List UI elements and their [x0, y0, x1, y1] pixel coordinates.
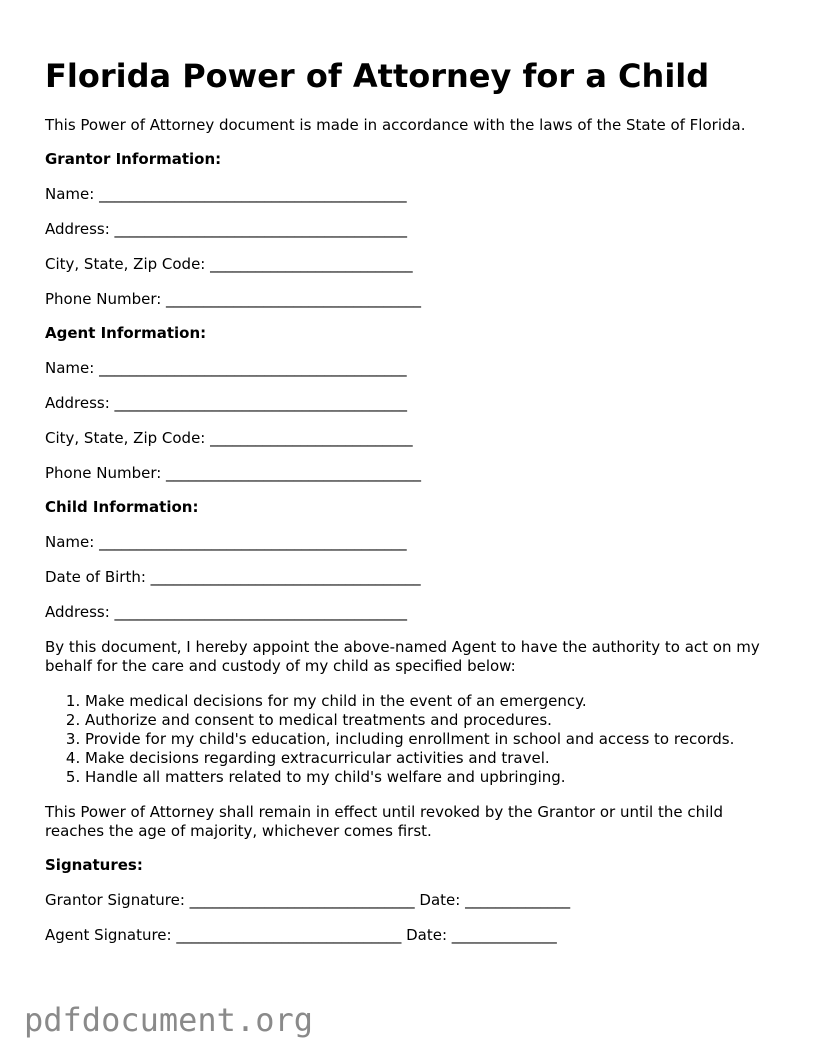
- child-dob-field: Date of Birth: ____________________________________: [45, 568, 421, 586]
- signatures-heading: Signatures:: [45, 856, 143, 874]
- child-name-field: Name: _________________________________________: [45, 533, 407, 551]
- agent-name-field: Name: _________________________________________: [45, 359, 407, 377]
- child-address-field: Address: _______________________________________: [45, 603, 408, 621]
- duration-paragraph: This Power of Attorney shall remain in effect until revoked by the Grantor or until the child reaches the age of majority, whichever comes first.: [45, 803, 723, 840]
- power-item: 1. Make medical decisions for my child in the event of an emergency.: [85, 692, 785, 711]
- agent-phone-field: Phone Number: __________________________________: [45, 464, 422, 482]
- intro-paragraph: This Power of Attorney document is made in accordance with the laws of the State of Florida.: [45, 116, 746, 134]
- grantor-address-field: Address: _______________________________________: [45, 220, 408, 238]
- grantor-signature-line: Grantor Signature: ______________________________ Date: ______________: [45, 891, 571, 909]
- appointment-paragraph: By this document, I hereby appoint the above-named Agent to have the authority to act on my behalf for the care and custody of my child as specified below:: [45, 638, 760, 675]
- agent-city-field: City, State, Zip Code: ___________________________: [45, 429, 413, 447]
- powers-list: [45, 692, 785, 787]
- agent-address-field: Address: _______________________________________: [45, 394, 408, 412]
- watermark-logo: pdfdocument.org: [24, 1001, 313, 1039]
- child-heading: Child Information:: [45, 498, 199, 516]
- agent-signature-line: Agent Signature: ______________________________ Date: ______________: [45, 926, 557, 944]
- document-page: [45, 56, 785, 945]
- grantor-phone-field: Phone Number: __________________________________: [45, 290, 422, 308]
- grantor-name-field: Name: _________________________________________: [45, 185, 407, 203]
- power-item: 4. Make decisions regarding extracurricular activities and travel.: [85, 749, 785, 768]
- agent-heading: Agent Information:: [45, 324, 207, 342]
- grantor-city-field: City, State, Zip Code: ___________________________: [45, 255, 413, 273]
- grantor-heading: Grantor Information:: [45, 150, 222, 168]
- power-item: 5. Handle all matters related to my child's welfare and upbringing.: [85, 768, 785, 787]
- power-item: 3. Provide for my child's education, including enrollment in school and access to records.: [85, 730, 785, 749]
- power-item: 2. Authorize and consent to medical treatments and procedures.: [85, 711, 785, 730]
- document-title: Florida Power of Attorney for a Child: [45, 57, 710, 95]
